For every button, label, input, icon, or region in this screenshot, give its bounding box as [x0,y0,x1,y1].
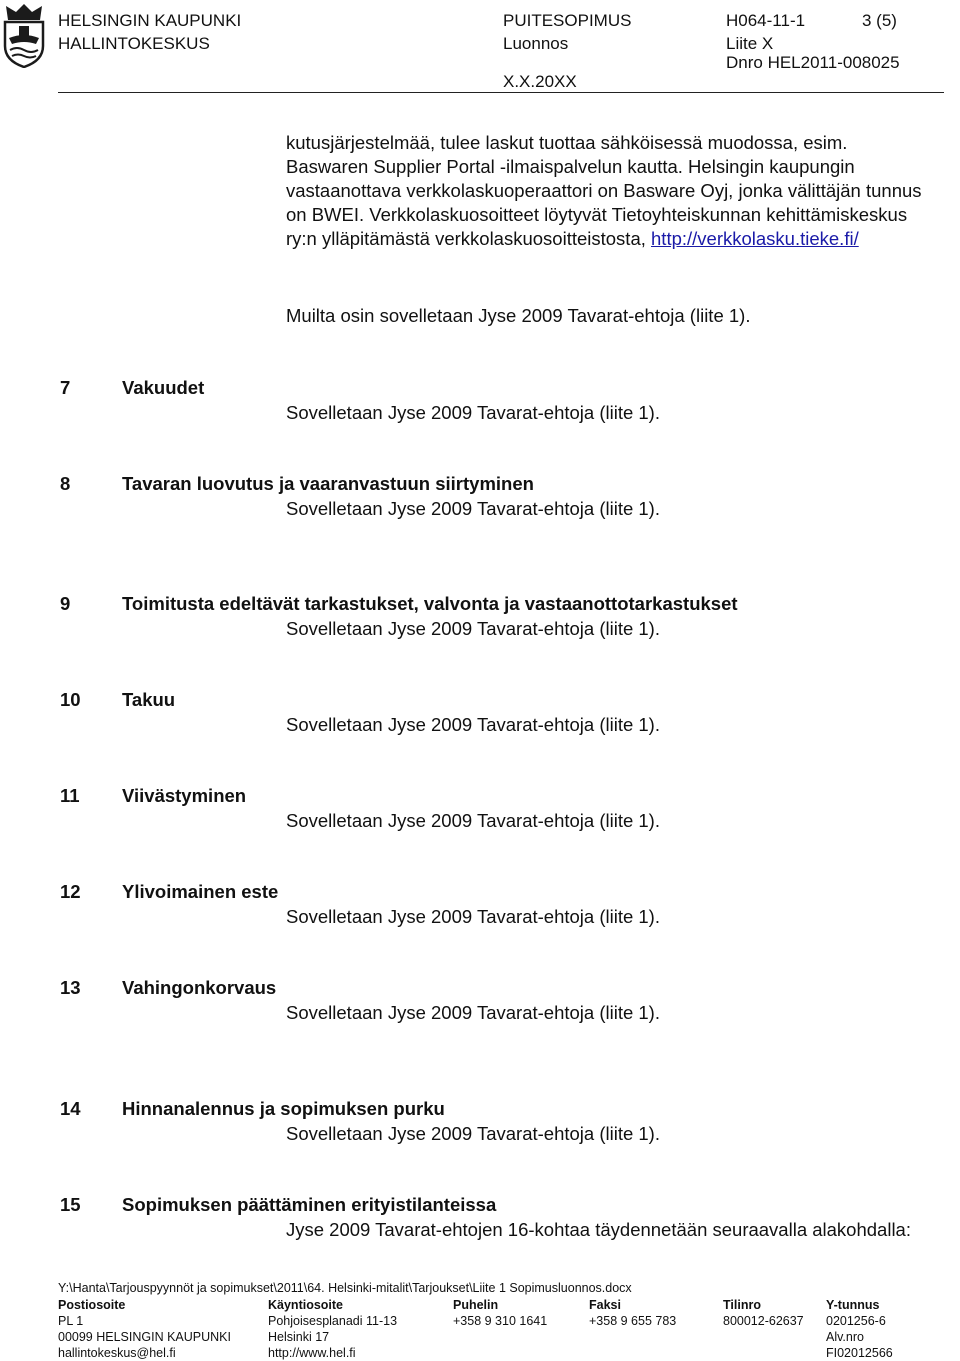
footer-heading: Puhelin [453,1298,499,1312]
section-title: Ylivoimainen este [122,881,279,902]
section-number: 7 [60,377,71,398]
section-body: Sovelletaan Jyse 2009 Tavarat-ehtoja (liite 1). [286,618,660,639]
footer-line: 0201256-6 [826,1314,886,1328]
footer-line: 800012-62637 [723,1314,804,1328]
section-number: 9 [60,593,71,614]
file-path: Y:\Hanta\Tarjouspyynnöt ja sopimukset\2011\64. Helsinki-mitalit\Tarjoukset\Liite 1 Sopimusluonnos.docx [58,1281,632,1295]
section-number: 13 [60,977,81,998]
section-number: 10 [60,689,81,710]
section-number: 8 [60,473,71,494]
footer-line: +358 9 655 783 [589,1314,677,1328]
intro-text: kutusjärjestelmää, tulee laskut tuottaa sähköisessä muodossa, esim. Baswaren Supplier Portal -ilmaispalvelun kautta. Helsingin kaupungin vastaanottava verkkolaskuoperaattori on Basware Oyj, jonka välittäjän tunnus on BWEI. Verkkolaskuosoitteet löytyvät Tietoyhteiskunnan kehittämiskeskus ry:n ylläpitämästä verkkolaskuosoitteistosta, [286,132,922,249]
section-body: Sovelletaan Jyse 2009 Tavarat-ehtoja (liite 1). [286,1123,660,1144]
footer-line: FI02012566 [826,1346,893,1360]
section-body: Jyse 2009 Tavarat-ehtojen 16-kohtaa täydennetään seuraavalla alakohdalla: [286,1219,911,1240]
section-body: Sovelletaan Jyse 2009 Tavarat-ehtoja (liite 1). [286,1002,660,1023]
section-title: Tavaran luovutus ja vaaranvastuun siirtyminen [122,473,534,494]
section-title: Vakuudet [122,377,205,398]
section-body: Sovelletaan Jyse 2009 Tavarat-ehtoja (liite 1). [286,810,660,831]
footer-heading: Faksi [589,1298,621,1312]
section-body: Sovelletaan Jyse 2009 Tavarat-ehtoja (liite 1). [286,402,660,423]
footer-line: 00099 HELSINGIN KAUPUNKI [58,1330,231,1344]
footer-heading: Postiosoite [58,1298,126,1312]
section-number: 12 [60,881,81,902]
section-title: Sopimuksen päättäminen erityistilanteissa [122,1194,497,1215]
diary-number: Dnro HEL2011-008025 [726,53,900,72]
document-date: X.X.20XX [503,72,577,91]
org-unit: HALLINTOKESKUS [58,34,210,53]
footer-email-link[interactable]: hallintokeskus@hel.fi [58,1346,176,1360]
footer-heading: Y-tunnus [826,1298,880,1312]
footer-website-link[interactable]: http://www.hel.fi [268,1346,356,1360]
section-title: Hinnanalennus ja sopimuksen purku [122,1098,445,1119]
section-number: 15 [60,1194,81,1215]
org-name: HELSINGIN KAUPUNKI [58,11,242,30]
section-title: Vahingonkorvaus [122,977,277,998]
section-title: Takuu [122,689,176,710]
header-divider [58,92,944,93]
attachment-label: Liite X [726,34,774,53]
section-body: Sovelletaan Jyse 2009 Tavarat-ehtoja (liite 1). [286,714,660,735]
footer-heading: Käyntiosoite [268,1298,344,1312]
footer-line: Helsinki 17 [268,1330,330,1344]
section-body: Sovelletaan Jyse 2009 Tavarat-ehtoja (liite 1). [286,906,660,927]
intro-otherwise-text: Muilta osin sovelletaan Jyse 2009 Tavarat-ehtoja (liite 1). [286,305,751,326]
footer-line: +358 9 310 1641 [453,1314,548,1328]
section-title: Viivästyminen [122,785,247,806]
intro-paragraph [286,131,926,251]
document-status: Luonnos [503,34,569,53]
section-title: Toimitusta edeltävät tarkastukset, valvonta ja vastaanottotarkastukset [122,593,738,614]
helsinki-crest-logo [2,2,46,68]
footer-line: Alv.nro [826,1330,864,1344]
footer-line: PL 1 [58,1314,84,1328]
page-number: 3 (5) [862,11,897,30]
document-type: PUITESOPIMUS [503,11,632,30]
section-number: 11 [60,785,80,806]
footer-line: Pohjoisesplanadi 11-13 [268,1314,398,1328]
einvoice-address-link[interactable]: http://verkkolasku.tieke.fi/ [651,228,859,249]
section-body: Sovelletaan Jyse 2009 Tavarat-ehtoja (liite 1). [286,498,660,519]
section-number: 14 [60,1098,81,1119]
footer-heading: Tilinro [723,1298,761,1312]
reference-code: H064-11-1 [726,11,806,30]
